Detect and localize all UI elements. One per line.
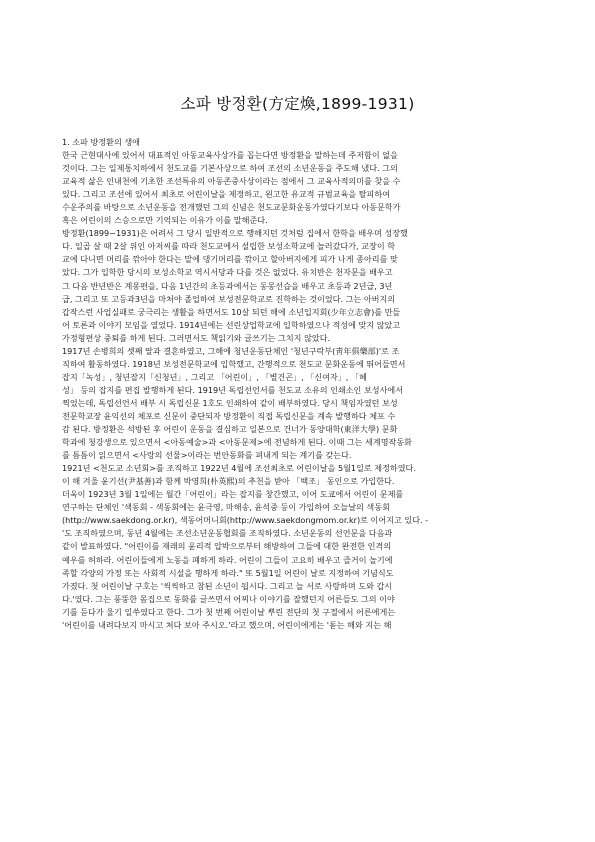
body-text-line: 교육적 삶은 인내천에 기초한 조선특유의 아동존중사상이라는 점에서 그 교육사적의미를 찾을 수: [62, 176, 401, 187]
body-text-line: 다. 일곱 살 때 2살 위인 아저씨를 따라 천도교에서 설립한 보성소학교에 놀러갔다가, 교장이 학: [62, 241, 396, 252]
body-text-line: 1921년 <천도교 소년회>를 조직하고 1922년 4월에 조선최초로 어린이날을 5월1일로 제정하였다.: [62, 463, 416, 474]
body-text-line: 학과에 청강생으로 있으면서 <아동예술>과 <아동문제>에 전념하게 된다. 이때 그는 세계명작동화: [62, 437, 412, 448]
body-text-line: 것이다. 그는 일제통치하에서 천도교를 기본사상으로 하여 조선의 소년운동을 주도해 냈다. 그의: [62, 163, 398, 174]
body-text-line: 가졌다. 첫 어린이날 구호는 '씩씩하고 참된 소년이 됩시다. 그리고 늘 서로 사랑하며 도와 갑시: [62, 580, 393, 591]
body-text-line: 감 된다. 방정환은 석방된 후 어린이 운동을 결심하고 일본으로 건너가 동양대학(東洋大學) 문화: [62, 424, 398, 435]
body-text-line: 가정형편상 중퇴를 하게 된다. 그러면서도 책읽기와 글쓰기는 그치지 않았다.: [62, 332, 331, 343]
section-heading: 1. 소파 방정환의 생애: [62, 137, 140, 147]
body-text-line: 이 해 겨울 윤기선(尹基善)과 함께 박영희(朴英熙)의 추천을 받아 「백조」 동인으로 가입한다.: [62, 476, 395, 487]
body-text-line: 교에 다니면 머리를 깎아야 한다는 말에 댕기머리를 깎이고 할아버지에게 피가 나게 종아리를 맞: [62, 254, 398, 265]
body-text-line: 1917년 손병희의 셋째 딸과 결혼하였고, 그해에 청년운동단체인 '청년구락부(靑年俱樂部)'로 조: [62, 345, 400, 356]
body-text-line: 같이 발표하였다. "어린이를 재래의 윤리적 압박으로부터 해방하여 그들에 대한 완전한 인격의: [62, 541, 392, 552]
body-text-line: 전문학교장 윤익선의 체포로 신문이 중단되자 방정환이 직접 독립신문을 계속 발행하다 체포 수: [62, 410, 396, 421]
body-text-line: 어 토론과 이야기 모임을 열었다. 1914년에는 선린상업학교에 입학하였으나 적성에 맞지 않았고: [62, 319, 401, 330]
body-text-line: 찍었는데, 독립선언서 배부 시 독립신문 1호도 인쇄하여 같이 배부하였다. 당시 책임자였던 보성: [62, 397, 398, 408]
document-body: [62, 136, 534, 632]
body-text-line: 족할 각양의 가정 또는 사회적 시설을 행하게 하라." 또 5월1일 어린이 날로 지정하여 기념식도: [62, 567, 394, 578]
body-text-line: 직하여 활동하였다. 1918년 보성전문학교에 입학했고, 간행적으로 천도교 문화운동에 뛰어들면서: [62, 358, 406, 369]
body-text-line: 갑작스런 사업실패로 궁극리는 생활을 하면서도 10살 되던 해에 소년입지회(少年立志會)를 만들: [62, 306, 401, 317]
body-text-line: 잡지「녹성」, 청년잡지「신청년」, 그리고 「어린이」, 「별건곤」, 「신여자」, 「혜: [62, 371, 367, 382]
body-text-line: 더욱이 1923년 3월 1일에는 월간「어린이」라는 잡지를 창간했고, 이어 도쿄에서 어린이 문제를: [62, 489, 404, 500]
body-text-line: 방정환(1899~1931)은 어려서 그 당시 일반적으로 행해지던 것처럼 집에서 한학을 배우며 성장했: [62, 228, 408, 239]
body-text-line: 연구하는 단체인 '색동회 - 색동회에는 윤극영, 마해송, 윤석중 등이 가입하여 오늘날의 색동회: [62, 502, 390, 513]
body-text-line: 기를 듣다가 울기 일쑤였다고 한다. 그가 첫 번째 어린이날 뿌린 전단의 첫 구절에서 어른에게는: [62, 606, 396, 617]
body-text-line: 수운주의를 바탕으로 소년운동을 전개했던 그의 신념은 천도교문화운동가였다기보다 아동문학가: [62, 202, 401, 213]
body-text-line: 성」 등의 잡지를 편집 발행하게 된다. 1919년 독립선언서를 천도교 소유의 인쇄소인 보성사에서: [62, 384, 404, 395]
body-text-line: 그 다음 반년반은 계몽편을, 다음 1년간의 초등과에서는 동몽선습을 배우고 초등과 2년급, 3년: [62, 280, 393, 291]
body-text-line: '도 조직하였으며, 동년 4월에는 조선소년운동협회를 조직하였다. 소년운동의 선언문을 다음과: [62, 528, 393, 539]
body-text-line: 예우를 허하라. 어린이들에게 노동을 폐하게 하라. 어린이 그들이 고요히 배우고 즐거이 놀기에: [62, 554, 393, 565]
body-text-line: '어린이를 내려다보지 마시고 쳐다 보아 주시오.'라고 했으며, 어린이에게는 '돋는 해와 지는 해: [62, 619, 392, 630]
body-text-line: 를 틈틈이 읽으면서 <사랑의 선물>이라는 번안동화를 펴내게 되는 계기를 갖는다.: [62, 450, 352, 461]
body-text-line: 혹은 어린이의 스승으로만 기억되는 이유가 이를 말해준다.: [62, 215, 268, 226]
body-text-line: (http://www.saekdong.or.kr), 색동어머니회(http://www.saekdongmom.or.kr)로 이어지고 있다. -: [62, 515, 429, 526]
body-text-line: 한국 근현대사에 있어서 대표적인 아동교육사상가를 꼽는다면 방정환을 말하는데 주저함이 없을: [62, 150, 398, 161]
page-title: 소파 방정환(方定煥,1899-1931): [180, 95, 415, 113]
body-text-line: 있다. 그리고 조선에 있어서 최초로 어린이날을 제정하고, 왼고한 유교적 규범교육을 탈피하여: [62, 189, 390, 200]
body-text-line: 다.'였다. 그는 풍뚱한 몸집으로 동화를 글쓰면서 어찌나 이야기를 잘했던지 어른들도 그의 이야: [62, 593, 395, 604]
body-text-line: 았다. 그가 입학한 당시의 보성소학교 역시서당과 다를 것은 없었다. 유치반은 천자문을 배우고: [62, 267, 393, 278]
body-text-line: 급, 그리고 또 고등과3년을 마쳐야 졸업하여 보성전문학교로 진학하는 것이었다. 그는 아버지의: [62, 293, 396, 304]
